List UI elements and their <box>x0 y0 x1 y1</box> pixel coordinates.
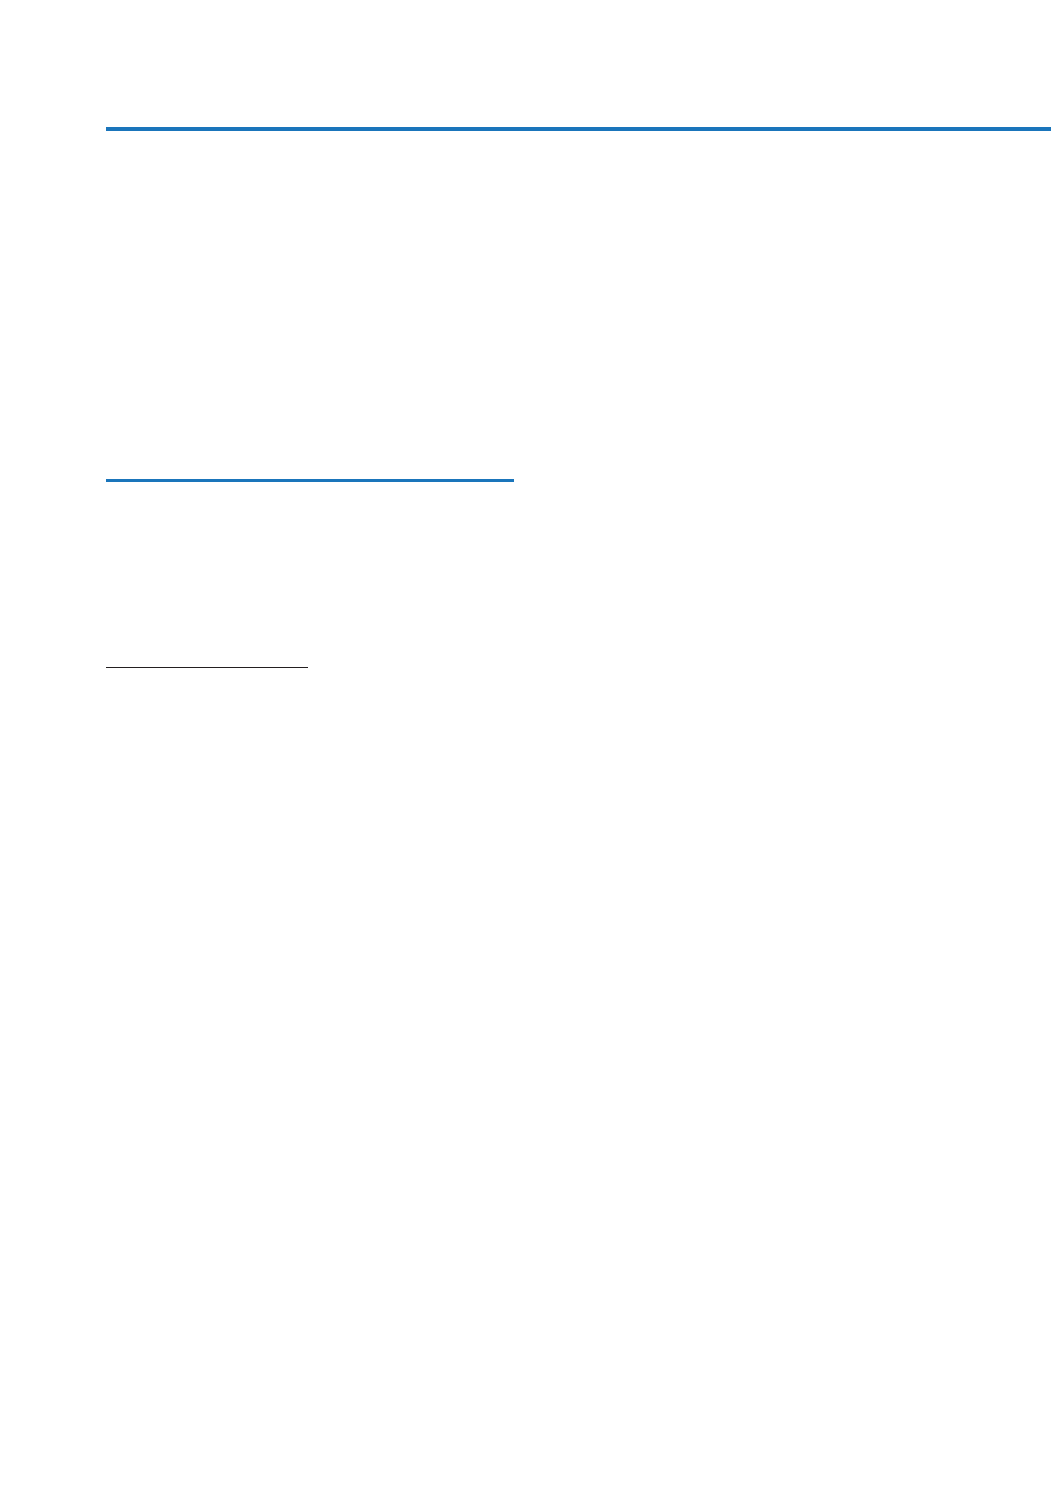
body-text-line <box>537 517 945 543</box>
footnote-rule <box>106 667 308 668</box>
body-text-line <box>537 543 945 569</box>
body-text-line <box>537 595 945 621</box>
body-text-left-column <box>106 543 515 621</box>
body-text-line <box>106 569 515 595</box>
section-rule <box>106 479 514 482</box>
body-text-line <box>537 491 945 517</box>
body-text-right-column <box>537 491 945 621</box>
body-text-line <box>537 569 945 595</box>
body-text-line <box>106 595 515 621</box>
chapter-top-rule <box>106 127 1051 131</box>
body-text-line <box>106 543 515 569</box>
